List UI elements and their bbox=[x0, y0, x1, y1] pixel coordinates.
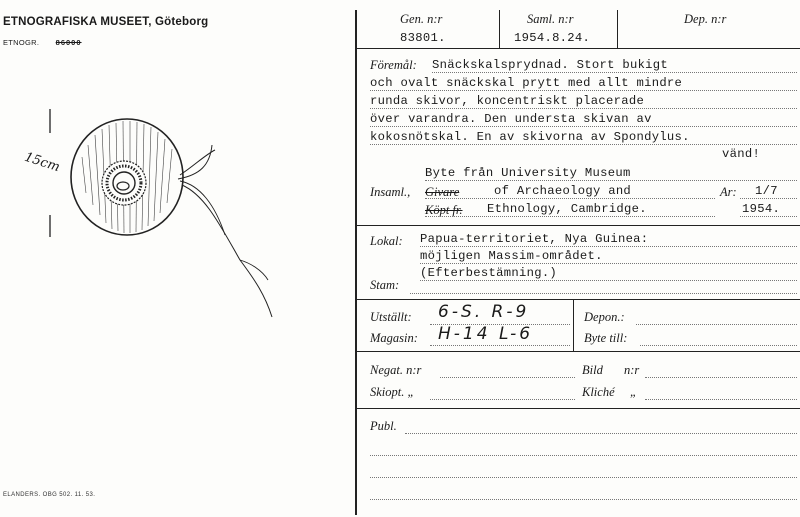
photo-bottom-rule bbox=[355, 408, 800, 409]
insaml-line-2: of Archaeology and bbox=[494, 184, 632, 198]
header-divider-1 bbox=[499, 10, 500, 48]
kliche-ditto: „ bbox=[630, 385, 637, 399]
foremal-dotline-5 bbox=[370, 144, 797, 145]
panel-left-rule bbox=[355, 10, 357, 515]
string-4 bbox=[180, 181, 225, 235]
foremal-line-6: vänd! bbox=[722, 147, 761, 161]
insaml-dotline-3 bbox=[425, 216, 715, 217]
lokal-line-3: (Efterbestämning.) bbox=[420, 266, 558, 280]
lokal-label: Lokal: bbox=[370, 234, 403, 248]
etnogr-label: ETNOGR. bbox=[3, 38, 40, 47]
gen-nr-label: Gen. n:r bbox=[400, 12, 443, 26]
depon-dotline bbox=[636, 324, 797, 325]
utstallt-label: Utställt: bbox=[370, 310, 412, 324]
lokal-dotline-3 bbox=[420, 280, 797, 281]
publ-dotline-3 bbox=[370, 477, 797, 478]
utstallt-value: 6-S. R-9 bbox=[438, 302, 530, 322]
utstallt-dotline bbox=[430, 324, 570, 325]
outer-disc bbox=[102, 161, 146, 205]
byte-till-dotline bbox=[640, 345, 797, 346]
publ-dotline-2 bbox=[370, 455, 797, 456]
skiopt-dotline bbox=[430, 399, 575, 400]
foremal-line-1: Snäckskalsprydnad. Stort bukigt bbox=[432, 58, 669, 72]
byte-till-label: Byte till: bbox=[584, 331, 628, 345]
storage-divider bbox=[573, 299, 574, 351]
foremal-dotline-4 bbox=[370, 126, 797, 127]
foremal-line-4: över varandra. Den understa skivan av bbox=[370, 112, 652, 126]
insaml-struck-kopt: Köpt fr. bbox=[425, 203, 463, 217]
ar-value-date: 1/7 bbox=[755, 184, 778, 198]
insaml-struck-givare: Givare bbox=[425, 185, 460, 199]
insaml-line-3: Ethnology, Cambridge. bbox=[487, 202, 647, 216]
ar-label: Ar: bbox=[720, 185, 737, 199]
magasin-dotline bbox=[430, 345, 570, 346]
lokal-dotline-1 bbox=[420, 246, 797, 247]
storage-bottom-rule bbox=[355, 351, 800, 352]
header-divider-2 bbox=[617, 10, 618, 48]
lokal-dotline-2 bbox=[420, 263, 797, 264]
museum-name: ETNOGRAFISKA MUSEET, Göteborg bbox=[3, 16, 209, 28]
negat-dotline bbox=[440, 377, 575, 378]
foremal-line-2: och ovalt snäckskal prytt med allt mindre bbox=[370, 76, 683, 90]
dep-nr-label: Dep. n:r bbox=[684, 12, 727, 26]
printer-imprint: ELANDERS. OBG 502. 11. 53. bbox=[3, 492, 96, 498]
foremal-line-3: runda skivor, koncentriskt placerade bbox=[370, 94, 645, 108]
magasin-value: H-14 L-6 bbox=[438, 324, 534, 344]
bild-nr-label: n:r bbox=[624, 363, 640, 377]
foremal-line-5: kokosnötskal. En av skivorna av Spondylus. bbox=[370, 130, 690, 144]
publ-dotline-4 bbox=[370, 499, 797, 500]
stam-bottom-rule bbox=[355, 299, 800, 300]
kliche-dotline bbox=[645, 399, 797, 400]
kliche-label: Kliché bbox=[582, 385, 615, 399]
foremal-dotline-1 bbox=[432, 72, 797, 73]
publ-label: Publ. bbox=[370, 419, 397, 433]
ar-dotline-2 bbox=[740, 216, 797, 217]
lokal-line-1: Papua-territoriet, Nya Guinea: bbox=[420, 232, 649, 246]
stam-dotline bbox=[410, 293, 797, 294]
string-3 bbox=[182, 185, 272, 317]
negat-label: Negat. n:r bbox=[370, 363, 422, 377]
shell-ornament-drawing bbox=[0, 95, 320, 335]
string-5 bbox=[240, 260, 268, 280]
etnogr-line bbox=[3, 38, 82, 47]
foremal-label: Föremål: bbox=[370, 58, 417, 72]
etnogr-struck-number: 86000 bbox=[55, 38, 82, 47]
insaml-dotline-2 bbox=[425, 198, 715, 199]
bild-label: Bild bbox=[582, 363, 603, 377]
publ-dotline-1 bbox=[405, 433, 797, 434]
foremal-dotline-2 bbox=[370, 90, 797, 91]
size-label: 15cm bbox=[22, 149, 62, 176]
ar-value-year: 1954. bbox=[742, 202, 781, 216]
stam-label: Stam: bbox=[370, 278, 400, 292]
insaml-label: Insaml., bbox=[370, 185, 411, 199]
insaml-bottom-rule bbox=[355, 225, 800, 226]
gen-nr-value: 83801. bbox=[400, 31, 446, 45]
foremal-dotline-3 bbox=[370, 108, 797, 109]
magasin-label: Magasin: bbox=[370, 331, 418, 345]
saml-nr-label: Saml. n:r bbox=[527, 12, 574, 26]
lokal-line-2: möjligen Massim-området. bbox=[420, 249, 603, 263]
saml-nr-value: 1954.8.24. bbox=[514, 31, 591, 45]
ar-dotline-1 bbox=[740, 198, 797, 199]
depon-label: Depon.: bbox=[584, 310, 625, 324]
bild-dotline bbox=[645, 377, 797, 378]
skiopt-label: Skiopt. „ bbox=[370, 385, 415, 399]
insaml-dotline-1 bbox=[425, 180, 797, 181]
string-1 bbox=[180, 150, 215, 175]
insaml-line-1: Byte från University Museum bbox=[425, 166, 631, 180]
header-bottom-rule bbox=[355, 48, 800, 49]
